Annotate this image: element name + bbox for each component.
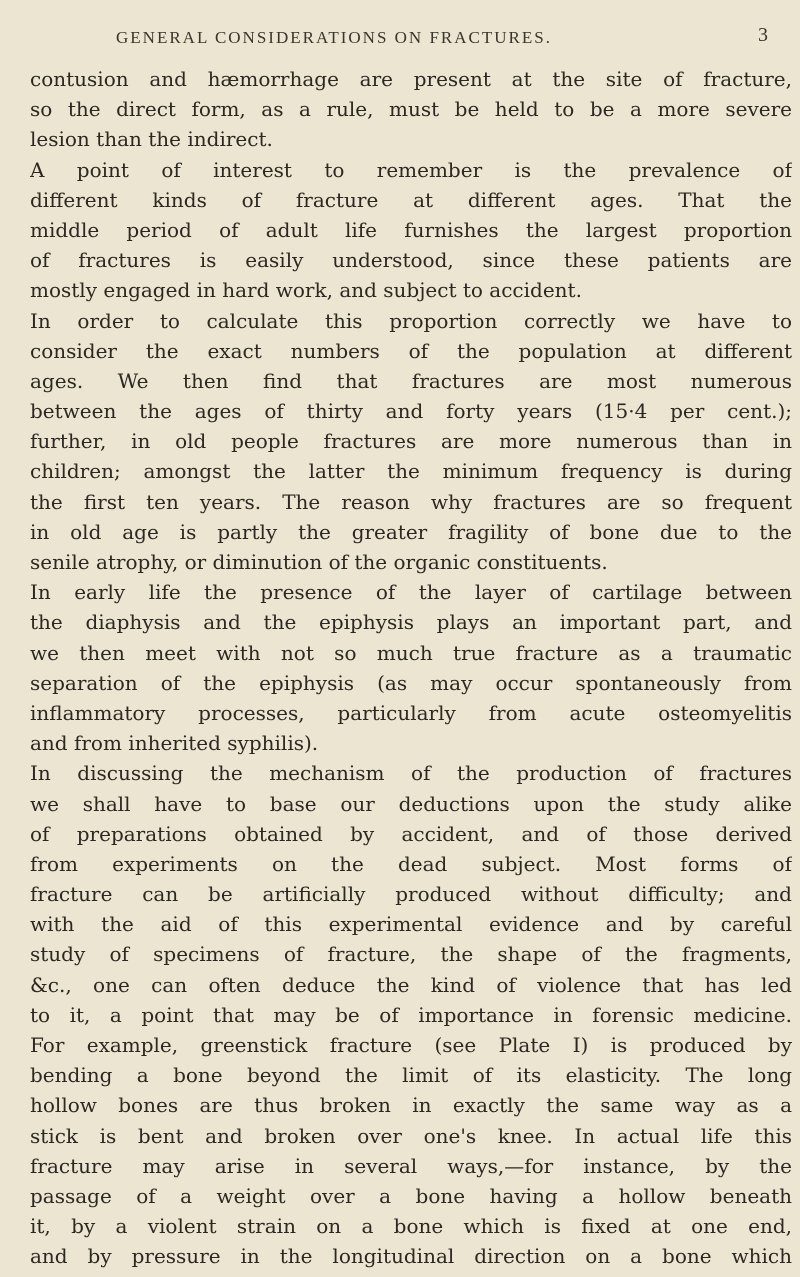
text-line: fracture may arise in several ways,—for instance, by the	[30, 1153, 792, 1178]
text-line: we shall have to base our deductions upon the study alike	[30, 791, 792, 816]
text-line: and by pressure in the longitudinal direction on a bone which	[30, 1244, 792, 1269]
text-line: of preparations obtained by accident, and of those derived	[30, 821, 792, 846]
text-line: to it, a point that may be of importance in forensic medicine.	[30, 1002, 792, 1027]
text-line: stick is bent and broken over one's knee. In actual life this	[30, 1123, 792, 1148]
text-line: separation of the epiphysis (as may occur spontaneously from	[30, 670, 792, 695]
text-line: fracture can be artificially produced without difficulty; and	[30, 882, 792, 907]
text-line: and from inherited syphilis).	[30, 731, 319, 756]
text-line: it, by a violent strain on a bone which is fixed at one end,	[30, 1214, 792, 1239]
text-line: middle period of adult life furnishes the largest proportion	[30, 217, 792, 242]
body-text	[30, 64, 792, 1272]
text-line: inflammatory processes, particularly from acute osteomyelitis	[30, 700, 792, 725]
text-line: further, in old people fractures are more numerous than in	[30, 429, 792, 454]
paragraph-start-line: A point of interest to remember is the prevalence of	[30, 157, 792, 182]
text-line: we then meet with not so much true fracture as a traumatic	[30, 640, 792, 665]
text-line: children; amongst the latter the minimum frequency is during	[30, 459, 792, 484]
text-line: of fractures is easily understood, since these patients are	[30, 248, 792, 273]
text-line: bending a bone beyond the limit of its elasticity. The long	[30, 1063, 792, 1088]
text-line: the diaphysis and the epiphysis plays an important part, and	[30, 610, 792, 635]
text-line: between the ages of thirty and forty years (15·4 per cent.);	[30, 399, 792, 424]
page-number: 3	[758, 24, 768, 46]
text-line: &c., one can often deduce the kind of violence that has led	[30, 972, 792, 997]
text-line: the first ten years. The reason why fractures are so frequent	[30, 489, 792, 514]
text-line: ages. We then find that fractures are most numerous	[30, 368, 792, 393]
text-line: hollow bones are thus broken in exactly the same way as a	[30, 1093, 792, 1118]
paragraph-start-line: In discussing the mechanism of the production of fractures	[30, 761, 792, 786]
text-line: in old age is partly the greater fragility of bone due to the	[30, 519, 792, 544]
text-line: passage of a weight over a bone having a hollow beneath	[30, 1183, 792, 1208]
running-header: GENERAL CONSIDERATIONS ON FRACTURES.	[116, 28, 552, 47]
text-line: from experiments on the dead subject. Most forms of	[30, 851, 792, 876]
text-line: consider the exact numbers of the population at different	[30, 338, 792, 363]
text-line: For example, greenstick fracture (see Plate I) is produced by	[30, 1033, 792, 1057]
text-line: senile atrophy, or diminution of the organic constituents.	[30, 550, 608, 574]
text-line: lesion than the indirect.	[30, 127, 273, 152]
paragraph-start-line: In early life the presence of the layer of cartilage between	[30, 580, 792, 605]
paragraph-start-line: In order to calculate this proportion correctly we have to	[30, 308, 792, 333]
text-line: different kinds of fracture at different ages. That the	[30, 187, 792, 212]
text-line: study of specimens of fracture, the shape of the fragments,	[30, 942, 792, 967]
text-line: with the aid of this experimental evidence and by careful	[30, 912, 792, 937]
text-line: mostly engaged in hard work, and subject to accident.	[30, 278, 582, 303]
text-line: contusion and hæmorrhage are present at the site of fracture,	[30, 67, 792, 91]
text-line: so the direct form, as a rule, must be held to be a more severe	[30, 97, 792, 122]
